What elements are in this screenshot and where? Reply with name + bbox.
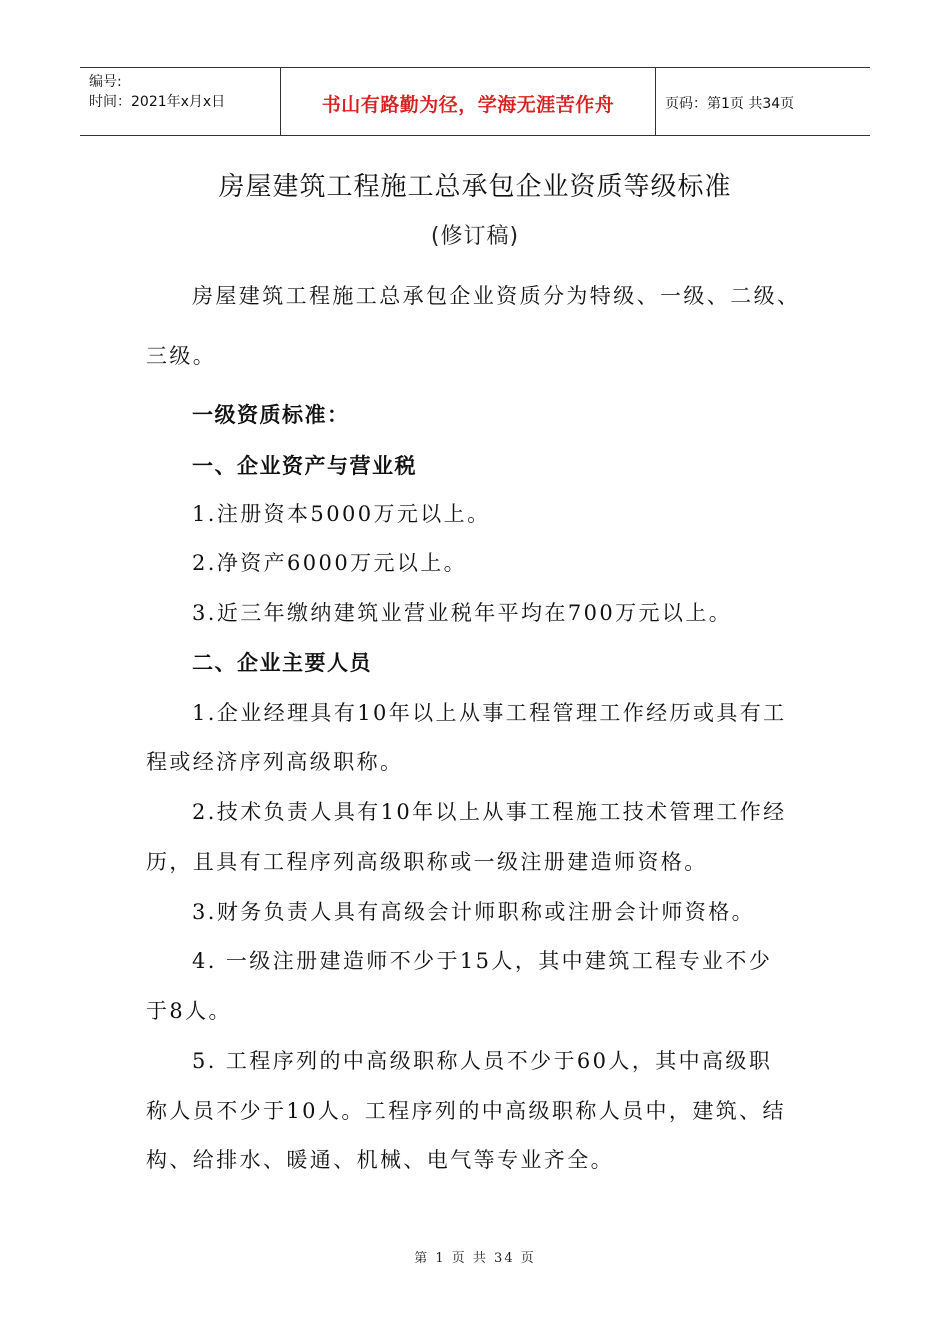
header-page-info: 页码：第1页 共34页 xyxy=(665,95,795,112)
header-motto: 书山有路勤为径，学海无涯苦作舟 xyxy=(281,68,656,135)
paragraph-line: 4. 一级注册建造师不少于15人，其中建筑工程专业不少 xyxy=(192,949,773,973)
paragraph-line: 于8人。 xyxy=(146,999,232,1023)
paragraph-line: 1.注册资本5000万元以上。 xyxy=(192,502,491,526)
paragraph-line: 1.企业经理具有10年以上从事工程管理工作经历或具有工 xyxy=(192,701,787,725)
document-title: 房屋建筑工程施工总承包企业资质等级标准 xyxy=(218,172,732,202)
paragraph-line: 2.技术负责人具有10年以上从事工程施工技术管理工作经 xyxy=(192,800,787,824)
header-meta-cell xyxy=(80,68,281,135)
paragraph-line: 2.净资产6000万元以上。 xyxy=(192,551,468,575)
paragraph-line: 3.近三年缴纳建筑业营业税年平均在700万元以上。 xyxy=(192,601,733,625)
paragraph-line: 构、给排水、暖通、机械、电气等专业齐全。 xyxy=(146,1148,614,1172)
section-heading: 一、企业资产与营业税 xyxy=(192,454,417,478)
paragraph-line: 房屋建筑工程施工总承包企业资质分为特级、一级、二级、 xyxy=(192,284,801,308)
paragraph-line: 称人员不少于10人。工程序列的中高级职称人员中，建筑、结 xyxy=(146,1099,786,1123)
paragraph-line: 历，且具有工程序列高级职称或一级注册建造师资格。 xyxy=(146,850,708,874)
section-heading: 一级资质标准： xyxy=(192,403,350,427)
page-header-table xyxy=(80,67,870,136)
paragraph-line: 5. 工程序列的中高级职称人员不少于60人，其中高级职 xyxy=(192,1049,773,1073)
paragraph-line: 程或经济序列高级职称。 xyxy=(146,750,404,774)
header-number-label: 编号: xyxy=(89,74,122,90)
paragraph-line: 三级。 xyxy=(146,344,217,368)
header-time-label: 时间：2021年x月x日 xyxy=(89,94,226,110)
document-subtitle: (修订稿) xyxy=(430,224,520,249)
page-footer: 第 1 页 共 34 页 xyxy=(414,1251,536,1266)
section-heading: 二、企业主要人员 xyxy=(192,651,372,675)
paragraph-line: 3.财务负责人具有高级会计师职称或注册会计师资格。 xyxy=(192,900,756,924)
